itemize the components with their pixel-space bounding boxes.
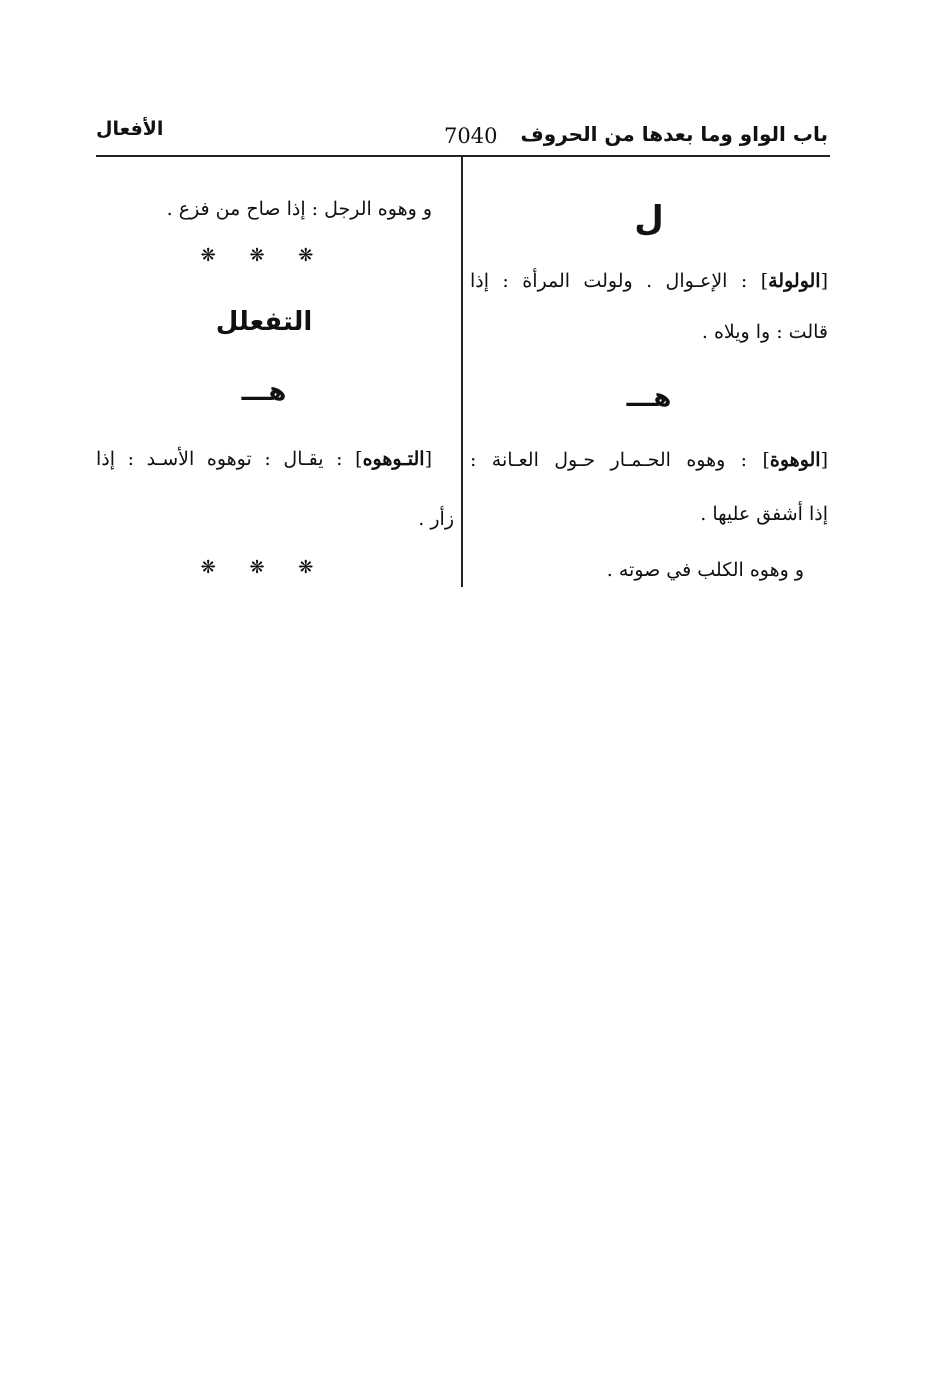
chapter-title: باب الواو وما بعدها من الحروف xyxy=(520,122,828,146)
entry-tawahwuh-line2: زأر . xyxy=(418,508,454,530)
entry-wahwah-rajul: و وهوه الرجل : إذا صاح من فزع . xyxy=(166,198,432,220)
separator-stars: ❋ ❋ ❋ xyxy=(200,557,328,578)
bracket-open: [ xyxy=(820,449,829,471)
entry-wahwa-line1 xyxy=(470,448,828,472)
bracket-open: [ xyxy=(820,270,828,292)
entry-term: التـوهوه xyxy=(362,448,425,470)
section-heading: التفعلل xyxy=(215,307,313,337)
column-divider xyxy=(461,157,463,587)
entry-term: الوهوة xyxy=(769,449,821,471)
entry-walwala-line1 xyxy=(470,269,828,293)
bracket-open: [ xyxy=(424,448,432,470)
entry-wahwa-line2: إذا أشفق عليها . xyxy=(700,503,828,525)
entry-tawahwuh-line1 xyxy=(96,447,432,471)
bracket-close: ] xyxy=(762,449,770,471)
letter-ha-heading: هـــ xyxy=(626,383,672,413)
entry-text: : الإعـوال . ولولت المرأة : إذا xyxy=(470,270,748,292)
entry-term: الولولة xyxy=(768,270,821,292)
header-rule xyxy=(96,155,830,157)
page-header xyxy=(96,118,828,156)
entry-text: : وهوه الحـمـار حـول العـانة : xyxy=(470,449,748,471)
entry-text: : يقـال : توهوه الأسـد : إذا xyxy=(96,448,343,470)
bracket-close: ] xyxy=(355,448,363,470)
entry-wahwa-line3: و وهوه الكلب في صوته . xyxy=(606,559,804,581)
separator-stars: ❋ ❋ ❋ xyxy=(200,245,328,266)
bracket-close: ] xyxy=(760,270,769,292)
letter-lam-heading: ل xyxy=(634,199,664,239)
page-number: 7040 xyxy=(444,124,498,148)
entry-walwala-line2: قالت : وا ويلاه . xyxy=(701,321,828,343)
section-title: الأفعال xyxy=(96,118,164,140)
letter-ha-heading: هـــ xyxy=(241,377,287,407)
